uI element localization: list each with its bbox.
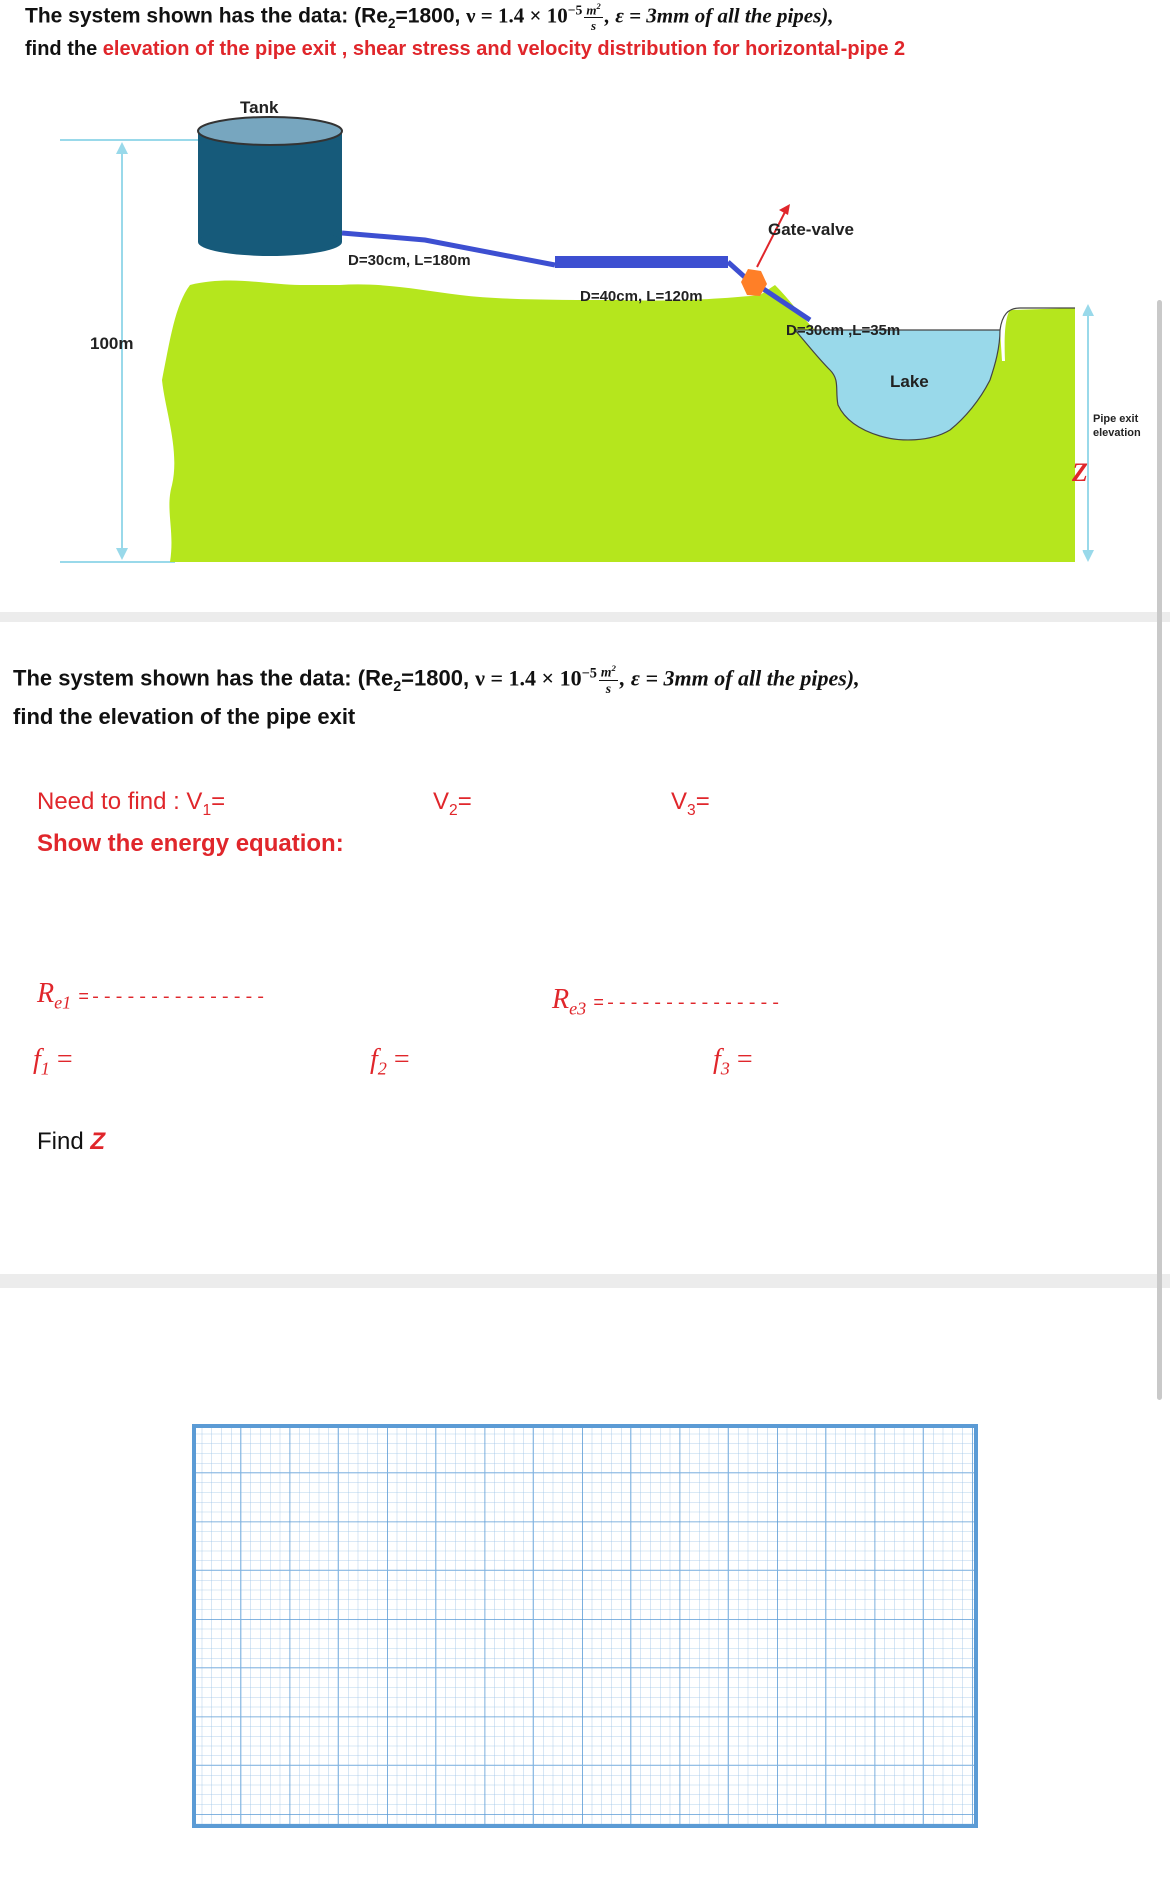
exit-marker bbox=[1075, 308, 1083, 562]
graph-paper-card bbox=[0, 1288, 1150, 1897]
find-z-label: Find Z bbox=[37, 1128, 106, 1155]
section-divider-2 bbox=[0, 1274, 1170, 1288]
section-divider-1 bbox=[0, 612, 1170, 622]
problem-statement-line2: find the elevation of the pipe exit , shear stress and velocity distribution for horizontal-pipe 2 bbox=[25, 38, 906, 60]
pipe-3-label: D=30cm ,L=35m bbox=[786, 322, 901, 339]
v3-field: $V_3=$ bbox=[671, 788, 710, 819]
tank-label: Tank bbox=[240, 98, 279, 117]
f1-field: $f_1$ = bbox=[33, 1044, 73, 1079]
problem-repeat-line1: The system shown has the data: ($Re_2=1800$, $\nu = 1.4 \times 10^{-5}$ $\frac{m^2}{s}$ , ε = 3mm of all the pipes), bbox=[13, 663, 860, 697]
exit-arrow-top bbox=[1082, 304, 1094, 316]
problem-card-top bbox=[0, 0, 1150, 610]
need-to-find-v1: Need to find : $V_1=$ bbox=[37, 788, 226, 819]
graph-paper-background bbox=[194, 1426, 976, 1826]
gate-valve-label: Gate-valve bbox=[768, 220, 854, 239]
energy-equation-label: Show the energy equation: bbox=[37, 830, 344, 857]
height-arrow-top bbox=[116, 142, 128, 154]
gate-valve bbox=[741, 269, 767, 296]
height-arrow-bottom bbox=[116, 548, 128, 560]
graph-paper-grid bbox=[192, 1424, 978, 1828]
tank-top bbox=[198, 117, 342, 145]
pipe-exit-label: Pipe exit elevation bbox=[1093, 413, 1141, 439]
lake-label: Lake bbox=[890, 372, 929, 391]
tank-body bbox=[198, 132, 342, 242]
re3-field: $R_{e3}$ =--------------- bbox=[552, 984, 783, 1019]
re1-field: $R_{e1}$ =--------------- bbox=[37, 978, 268, 1013]
f2-field: $f_2$ = bbox=[370, 1044, 410, 1079]
v2-field: $V_2=$ bbox=[433, 788, 472, 819]
problem-repeat-line2: find the elevation of the pipe exit bbox=[13, 704, 356, 729]
worksheet-card bbox=[0, 622, 1150, 1272]
z-label: Z bbox=[1072, 458, 1088, 487]
pipe-system-diagram bbox=[0, 90, 1170, 580]
exit-arrow-bottom bbox=[1082, 550, 1094, 562]
height-label: 100m bbox=[90, 334, 134, 353]
vertical-scrollbar[interactable] bbox=[1157, 300, 1162, 1400]
pipe-1-label: D=30cm, L=180m bbox=[348, 252, 471, 269]
f3-field: $f_3$ = bbox=[713, 1044, 753, 1079]
problem-statement-line1: The system shown has the data: ($Re_2=1800$, $\nu = 1.4 \times 10^{-5}$ $\frac{m^2}{s}$ , ε = 3mm of all the pipes), bbox=[25, 1, 834, 34]
tank-bottom bbox=[198, 228, 342, 256]
pipe-2-label: D=40cm, L=120m bbox=[580, 288, 703, 305]
